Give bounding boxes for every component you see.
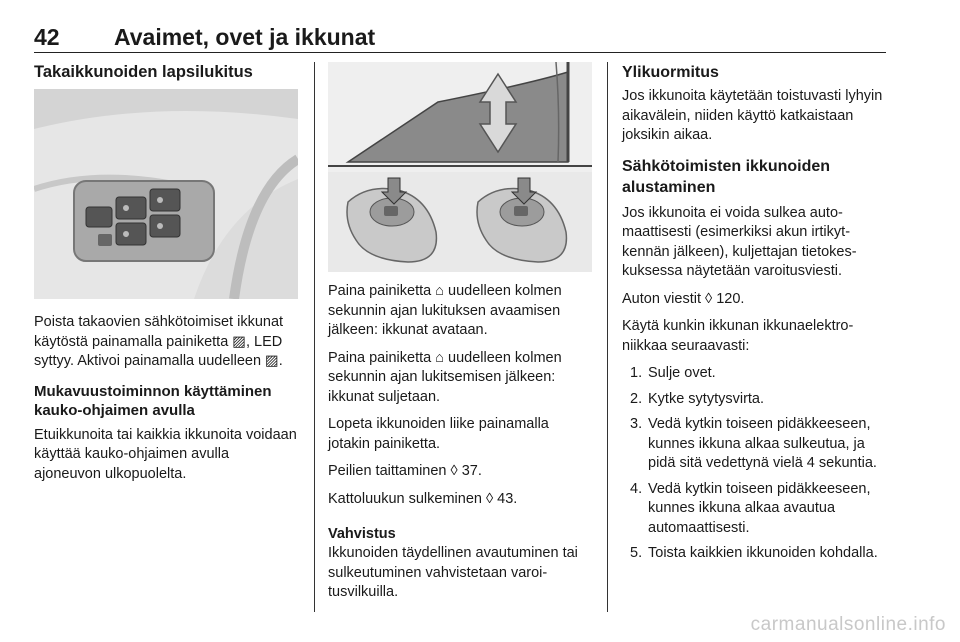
lock-windows-text: Paina painiketta ⌂ uudelleen kolmen sekunnin ajan lukitsemisen jälkeen: ikkunat suljetaan. bbox=[328, 349, 562, 405]
heading-initialisation: Sähkötoimisten ikkunoiden alustaminen bbox=[622, 157, 831, 196]
list-item: 5. Toista kaikkien ikkunoiden kohdalla. bbox=[630, 545, 878, 561]
steps-list bbox=[622, 364, 886, 564]
child-lock-text: Poista takaovien sähkötoimiset ikkunat käytöstä painamalla painiketta ▨, LED syttyy. Aktivoi painamalla uudelleen ▨. bbox=[34, 314, 284, 369]
comfort-function-text: Etuikkunoita tai kaikkia ikkunoita voidaan käyttää kauko-ohjaimen avulla ajoneuvon ulkopuolelta. bbox=[34, 426, 297, 482]
confirmation-text: Ikkunoiden täydellinen avautuminen tai sulkeutuminen vahvistetaan varoitusvilkuilla. bbox=[328, 545, 578, 600]
watermark: carmanualsonline.info bbox=[750, 614, 946, 635]
column-divider-2 bbox=[607, 62, 608, 612]
window-remote-icon bbox=[328, 62, 592, 272]
instruction-intro: Käytä kunkin ikkunan ikkunaelektroniikkaa seuraavasti: bbox=[622, 318, 854, 354]
vehicle-messages-ref: Auton viestit ◊ 120. bbox=[622, 290, 745, 307]
remote-key-illustration bbox=[328, 62, 592, 272]
page-number: 42 bbox=[34, 24, 60, 50]
heading-comfort-function: Mukavuustoiminnon käyttäminen kauko-ohjaimen avulla bbox=[34, 382, 272, 419]
unlock-windows-text: Paina painiketta ⌂ uudelleen kolmen sekunnin ajan lukituksen avaamisen jälkeen: ikkunat avataan. bbox=[328, 283, 562, 338]
heading-confirmation: Vahvistus bbox=[328, 526, 396, 542]
column-divider-1 bbox=[314, 62, 315, 612]
stop-movement-text: Lopeta ikkunoiden liike painamalla jotakin painiketta. bbox=[328, 416, 549, 452]
column-3 bbox=[622, 62, 886, 570]
chapter-title: Avaimet, ovet ja ikkunat bbox=[114, 24, 376, 50]
header-rule bbox=[34, 52, 886, 53]
page-header bbox=[34, 24, 886, 54]
column-1 bbox=[34, 62, 298, 492]
mirror-folding-ref: Peilien taittaminen ◊ 37. bbox=[328, 463, 482, 479]
list-item: 1. Sulje ovet. bbox=[630, 365, 716, 381]
list-item: 3. Vedä kytkin toiseen pidäkkeeseen, kunnes ikkuna alkaa sulkeutua, ja pidä sitä vedettynä vielä 4 sekuntia. bbox=[630, 416, 877, 471]
initialisation-text: Jos ikkunoita ei voida sulkea automaattisesti (esimerkiksi akun irtikytkennän jälkeen), kuljettajan tietokeskuksessa näytetään varoitusviesti. bbox=[622, 204, 857, 279]
heading-overload: Ylikuormitus bbox=[622, 64, 719, 81]
list-item: 4. Vedä kytkin toiseen pidäkkeeseen, kunnes ikkuna alkaa avautua automaattisesti. bbox=[630, 480, 871, 536]
heading-child-lock: Takaikkunoiden lapsilukitus bbox=[34, 63, 253, 81]
door-switch-illustration bbox=[34, 89, 298, 299]
column-2 bbox=[328, 62, 592, 611]
sunroof-closing-ref: Kattoluukun sulkeminen ◊ 43. bbox=[328, 490, 518, 507]
list-item: 2. Kytke sytytysvirta. bbox=[630, 390, 765, 407]
overload-text: Jos ikkunoita käytetään toistuvasti lyhyin aikavälein, niiden käyttö katkaistaan joksikin aikaa. bbox=[622, 88, 883, 143]
door-panel-icon bbox=[34, 89, 298, 299]
